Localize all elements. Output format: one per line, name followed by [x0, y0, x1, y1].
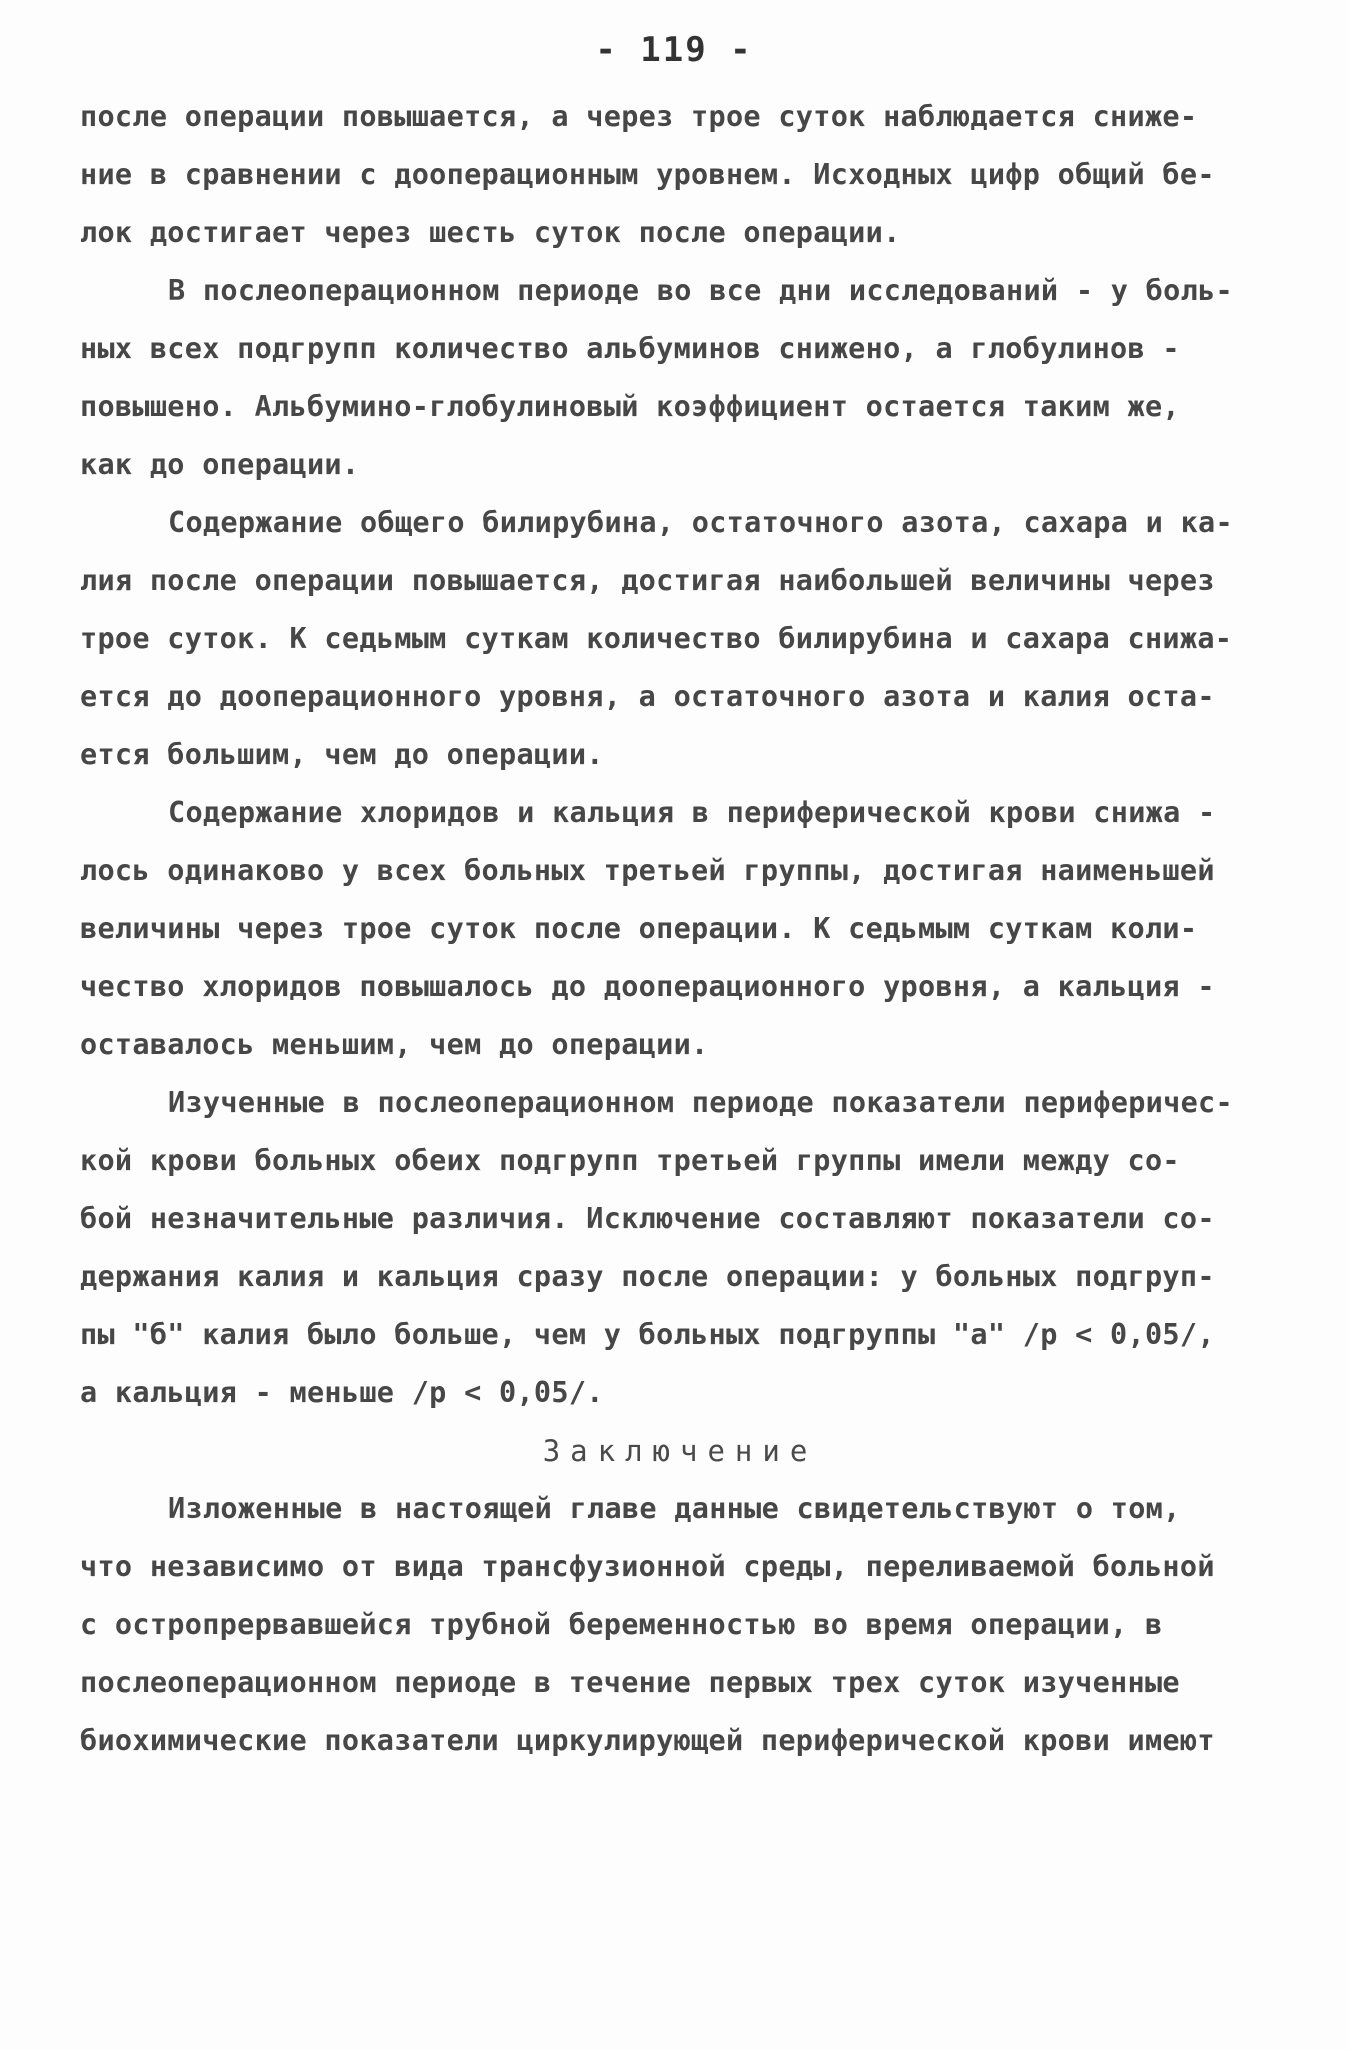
text-line: послеоперационном периоде в течение первых трех суток изученные: [80, 1666, 1180, 1699]
text-line: ных всех подгрупп количество альбуминов снижено, а глобулинов -: [80, 332, 1180, 365]
text-line: кой крови больных обеих подгрупп третьей группы имели между со-: [80, 1144, 1180, 1177]
text-line: оставалось меньшим, чем до операции.: [80, 1028, 709, 1061]
text-line: лок достигает через шесть суток после операции.: [80, 216, 901, 249]
text-line: ние в сравнении с дооперационным уровнем. Исходных цифр общий бе-: [80, 158, 1215, 191]
text-line: с остропрервавшейся трубной беременностью во время операции, в: [80, 1608, 1163, 1641]
text-line: ется до дооперационного уровня, а остаточного азота и калия оста-: [80, 680, 1215, 713]
text-line: В послеоперационном периоде во все дни исследований - у боль-: [168, 274, 1233, 307]
page-number: - 119 -: [595, 30, 753, 70]
text-line: пы "б" калия было больше, чем у больных подгруппы "а" /р < 0,05/,: [80, 1318, 1215, 1351]
text-line: после операции повышается, а через трое суток наблюдается сниже-: [80, 100, 1198, 133]
text-line: ется большим, чем до операции.: [80, 738, 604, 771]
text-line: лия после операции повышается, достигая наибольшей величины через: [80, 564, 1215, 597]
text-line: трое суток. К седьмым суткам количество билирубина и сахара снижа-: [80, 622, 1233, 655]
text-line: Содержание хлоридов и кальция в периферической крови снижа -: [168, 796, 1216, 829]
body-text: [80, 88, 1280, 1770]
text-line: Изученные в послеоперационном периоде показатели периферичес-: [168, 1086, 1233, 1119]
text-line: а кальция - меньше /р < 0,05/.: [80, 1376, 604, 1409]
text-line: величины через трое суток после операции. К седьмым суткам коли-: [80, 912, 1198, 945]
text-line: Содержание общего билирубина, остаточного азота, сахара и ка-: [168, 506, 1233, 539]
text-line: бой незначительные различия. Исключение составляют показатели со-: [80, 1202, 1215, 1235]
text-line: Изложенные в настоящей главе данные свидетельствуют о том,: [168, 1492, 1181, 1525]
text-line: держания калия и кальция сразу после операции: у больных подгруп-: [80, 1260, 1215, 1293]
section-heading: Заключение: [542, 1434, 818, 1468]
text-line: биохимические показатели циркулирующей периферической крови имеют: [80, 1724, 1215, 1757]
text-line: повышено. Альбумино-глобулиновый коэффициент остается таким же,: [80, 390, 1180, 423]
text-line: лось одинаково у всех больных третьей группы, достигая наименьшей: [80, 854, 1215, 887]
text-line: как до операции.: [80, 448, 360, 481]
text-line: чество хлоридов повышалось до дооперационного уровня, а кальция -: [80, 970, 1215, 1003]
text-line: что независимо от вида трансфузионной среды, переливаемой больной: [80, 1550, 1215, 1583]
